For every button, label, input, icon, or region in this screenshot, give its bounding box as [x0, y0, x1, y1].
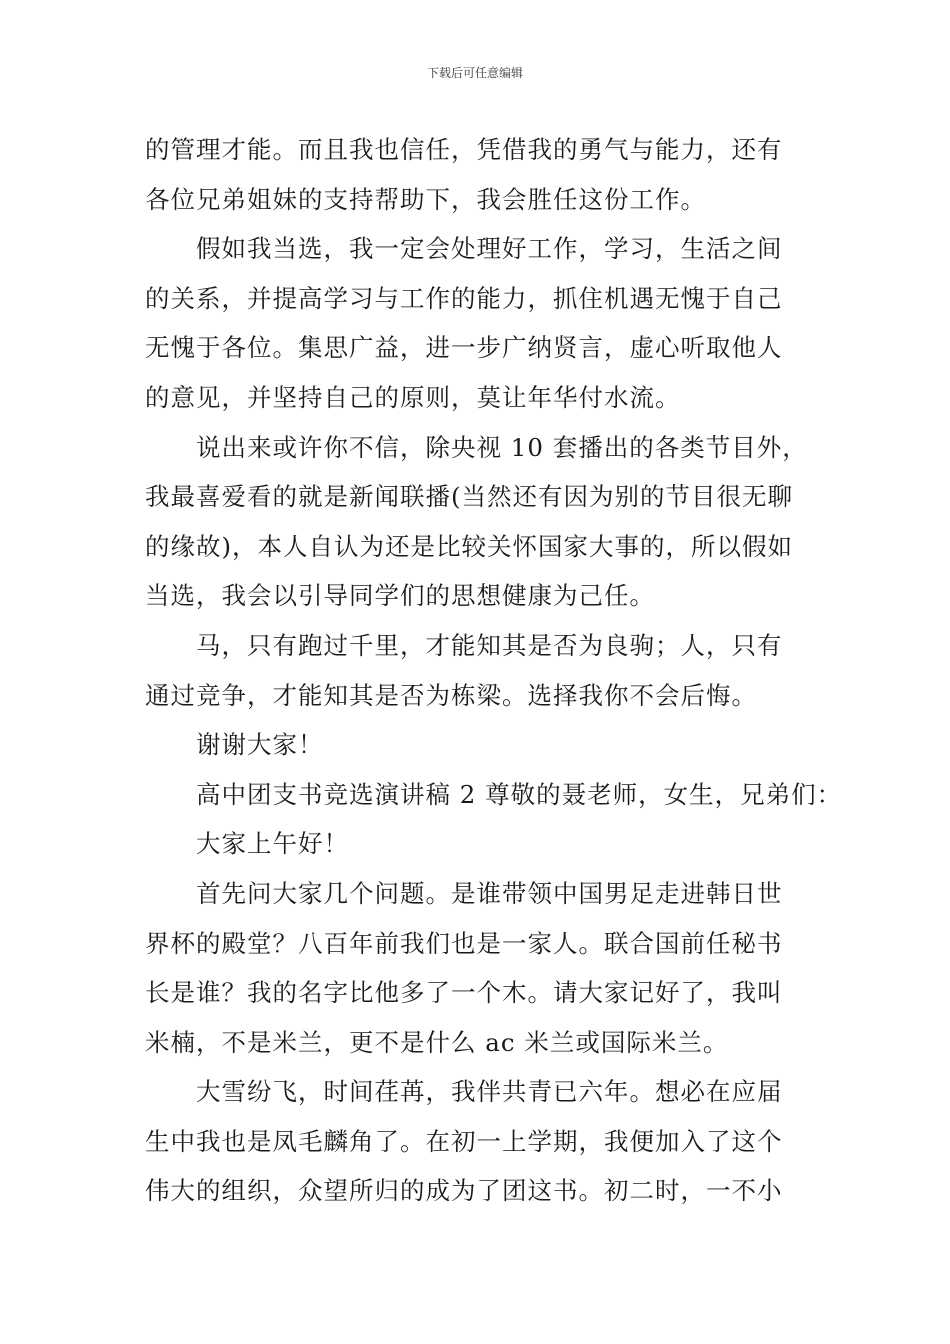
document-body	[145, 125, 843, 1216]
text-line: 大雪纷飞，时间荏苒，我伴共青已六年。想必在应届	[196, 1077, 783, 1107]
text-line: 伟大的组织，众望所归的成为了团这书。初二时，一不小	[145, 1176, 783, 1206]
text-line: 马，只有跑过千里，才能知其是否为良驹；人，只有	[196, 630, 783, 660]
text-line: 界杯的殿堂？八百年前我们也是一家人。联合国前任秘书	[145, 928, 783, 958]
page-header: 下载后可任意编辑	[426, 66, 523, 80]
text-line: 通过竞争，才能知其是否为栋梁。选择我你不会后悔。	[145, 680, 757, 710]
text-line: 高中团支书竞选演讲稿 2 尊敬的聂老师，女生，兄弟们：	[196, 779, 843, 809]
text-line: 当选，我会以引导同学们的思想健康为己任。	[145, 581, 655, 611]
text-line: 长是谁？我的名字比他多了一个木。请大家记好了，我叫	[145, 978, 783, 1008]
text-line: 我最喜爱看的就是新闻联播(当然还有因为别的节目很无聊	[145, 482, 794, 512]
text-line: 的缘故)，本人自认为还是比较关怀国家大事的，所以假如	[145, 531, 794, 561]
text-line: 的关系，并提高学习与工作的能力，抓住机遇无愧于自己	[145, 283, 783, 313]
text-line: 的管理才能。而且我也信任，凭借我的勇气与能力，还有	[145, 135, 783, 164]
text-line: 假如我当选，我一定会处理好工作，学习，生活之间	[196, 234, 783, 264]
text-line: 无愧于各位。集思广益，进一步广纳贤言，虚心听取他人	[145, 333, 783, 363]
text-line: 各位兄弟姐妹的支持帮助下，我会胜任这份工作。	[145, 184, 706, 214]
text-line: 的意见，并坚持自己的原则，莫让年华付水流。	[145, 382, 681, 412]
text-line: 米楠，不是米兰，更不是什么 ac 米兰或国际米兰。	[145, 1027, 729, 1057]
text-line: 生中我也是凤毛麟角了。在初一上学期，我便加入了这个	[145, 1126, 783, 1156]
text-line: 说出来或许你不信，除央视 10 套播出的各类节目外，	[196, 432, 808, 462]
text-line: 大家上午好！	[196, 829, 349, 859]
text-line: 谢谢大家！	[196, 730, 324, 760]
text-line: 首先问大家几个问题。是谁带领中国男足走进韩日世	[196, 878, 783, 908]
